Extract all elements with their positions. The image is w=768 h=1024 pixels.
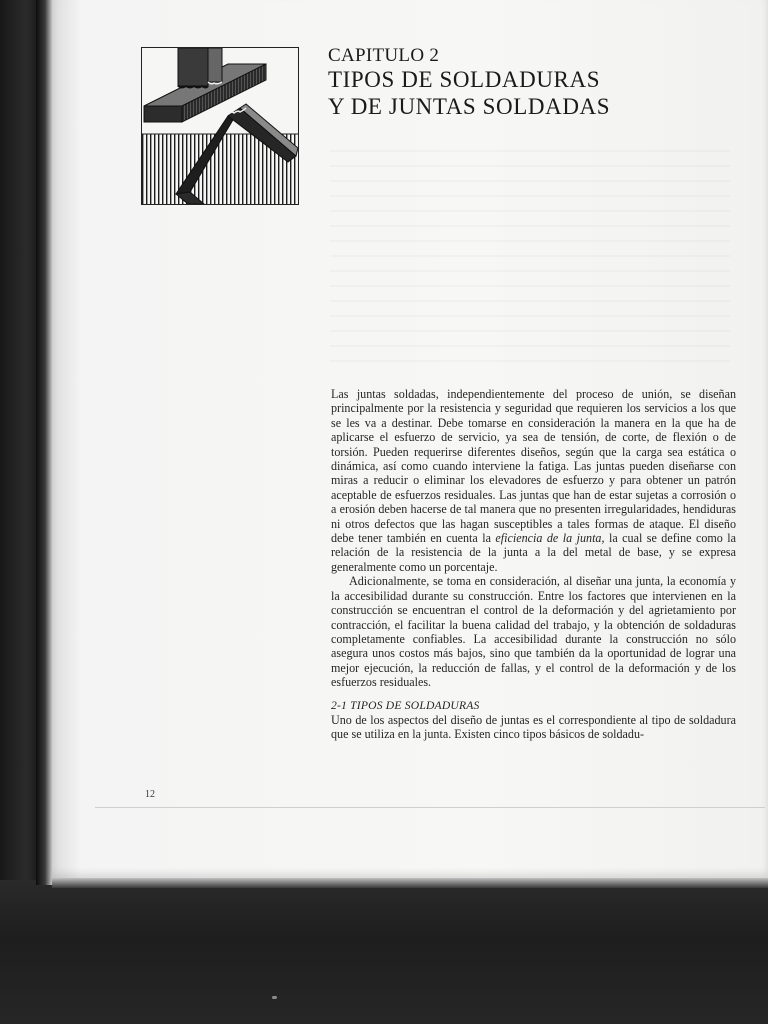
section-heading: 2-1 TIPOS DE SOLDADURAS (331, 698, 480, 712)
chapter-label: CAPITULO 2 (328, 45, 440, 66)
paragraph-1 (331, 387, 736, 574)
footer-divider (95, 807, 765, 808)
paragraph-1-tail: la cual se define como la relación de la resistencia de la junta a la del metal de base, y se expresa generalmente como un porcentaje. (331, 531, 737, 574)
page-bottom-edge (52, 878, 768, 888)
stray-mark (272, 996, 277, 999)
chapter-title: TIPOS DE SOLDADURAS Y DE JUNTAS SOLDADAS (328, 67, 611, 119)
background-bottom (0, 880, 768, 1024)
emphasized-term: eficiencia de la junta, (495, 531, 605, 546)
welded-joint-illustration-icon (141, 47, 299, 205)
show-through-texture (330, 150, 730, 370)
body-text (331, 387, 736, 742)
paragraph-2: Adicionalmente, se toma en consideración, al diseñar una junta, la economía y la accesibilidad durante su construcción. Entre los factores que intervienen en la construcción se encuentran el control de la deformación y del agrietamiento por contracción, el facilitar la buena calidad del trabajo, y la obtención de soldaduras completamente confiables. La accesibilidad durante la construcción no sólo asegura unos costos más bajos, sino que también da la oportunidad de lograr una mejor ejecución, la reducción de fallas, y el control de la deformación y de los esfuerzos residuales. (331, 574, 736, 690)
section-text: Uno de los aspectos del diseño de juntas es el correspondiente al tipo de soldadura que se utiliza en la junta. Existen cinco tipos básicos de soldadu- (331, 712, 736, 742)
page-number: 12 (145, 789, 155, 800)
paragraph-1-text: Las juntas soldadas, independientemente del proceso de unión, se diseñan principalmente por la resistencia y seguridad que requieren los servicios a los que se les va a destinar. Debe tomarse en consideración la manera en la que ha de aplicarse el esfuerzo de servicio, ya sea de tensión, de corte, de flexión o de torsión. Pueden requerirse diferentes diseños, según que la carga sea estática o dinámica, así como cuando interviene la fatiga. Las juntas pueden diseñarse con miras a reducir o eliminar los elevadores de esfuerzo y para obtener un patrón aceptable de esfuerzos residuales. Las juntas que han de estar sujetas a corrosión o a erosión deben hacerse de tal manera que no presenten irregularidades, hendiduras ni otros defectos que las hagan susceptibles a tales formas de ataque. El diseño debe tener también en cuenta la (331, 387, 736, 546)
